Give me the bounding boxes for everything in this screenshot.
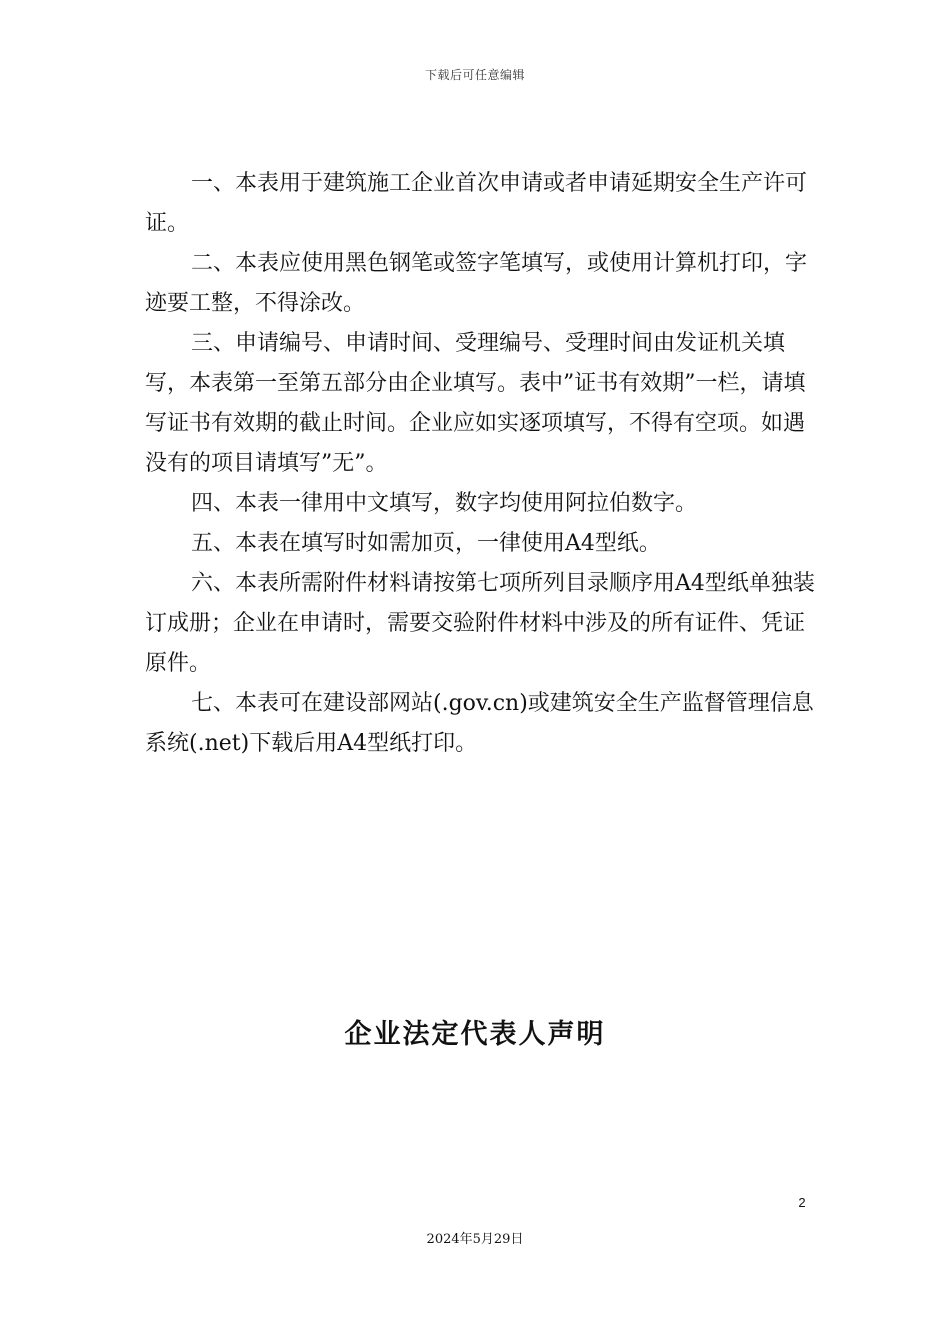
instructions-section bbox=[145, 164, 825, 764]
header-note: 下载后可任意编辑 bbox=[424, 68, 525, 82]
instruction-item-4: 四、本表一律用中文填写，数字均使用阿拉伯数字。 bbox=[191, 491, 698, 516]
declaration-title: 企业法定代表人声明 bbox=[344, 1019, 606, 1050]
instruction-item-1: 一、本表用于建筑施工企业首次申请或者申请延期安全生产许可证。 bbox=[145, 171, 808, 236]
instruction-item-7: 七、本表可在建设部网站(.gov.cn)或建筑安全生产监督管理信息系统(.net)下载后用A4型纸打印。 bbox=[145, 691, 814, 756]
instruction-item-3: 三、申请编号、申请时间、受理编号、受理时间由发证机关填写，本表第一至第五部分由企业填写。表中”证书有效期”一栏，请填写证书有效期的截止时间。企业应如实逐项填写，不得有空项。如遇没有的项目请填写”无”。 bbox=[145, 331, 806, 476]
footer-date: 2024年5月29日 bbox=[426, 1232, 524, 1247]
instruction-item-6: 六、本表所需附件材料请按第七项所列目录顺序用A4型纸单独装订成册；企业在申请时，需要交验附件材料中涉及的所有证件、凭证原件。 bbox=[145, 571, 815, 676]
page-number: 2 bbox=[798, 1195, 806, 1210]
instruction-item-2: 二、本表应使用黑色钢笔或签字笔填写，或使用计算机打印，字迹要工整，不得涂改。 bbox=[145, 251, 808, 316]
instruction-item-5: 五、本表在填写时如需加页，一律使用A4型纸。 bbox=[191, 531, 661, 556]
